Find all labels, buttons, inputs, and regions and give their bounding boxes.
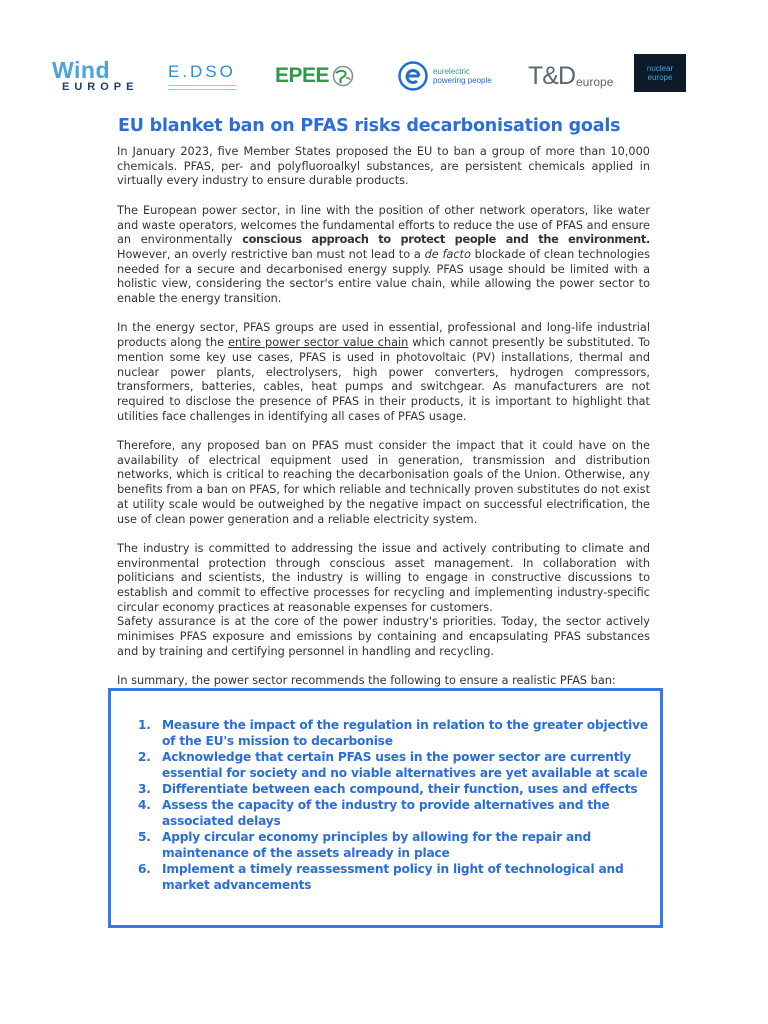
usage-text-c: which cannot presently be substituted. To mention some key use cases, PFAS is used in photovoltaic (PV) installations, thermal and nuclear power plants, electrolysers, high power converters, hydrogen compressors, transformers, batteries, cables, heat pumps and switchgear. As manufacturers are not required to disclose the presence of PFAS in their products, it is important to highlight that utilities face challenges in identifying all cases of PFAS usage. — [117, 336, 650, 423]
td-europe-logo-wordmark: T&D — [528, 62, 575, 90]
eurelectric-e-icon — [398, 61, 428, 91]
intro-paragraph: In January 2023, five Member States proposed the EU to ban a group of more than 10,000 chemicals. PFAS, per- and polyfluoroalkyl substances, are persistent chemicals applied in virtually every industry to ensure durable products. — [117, 145, 650, 188]
value-chain-link[interactable]: entire power sector value chain — [228, 336, 409, 350]
list-item — [138, 717, 653, 749]
position-emphasis: conscious approach to protect people and the environment. — [242, 233, 650, 247]
epee-logo — [275, 52, 367, 100]
epee-logo-wordmark: EPEE — [275, 64, 330, 87]
list-item-number: 1. — [138, 718, 151, 732]
usage-text-a: In the energy sector, PFAS groups are used in essential, professional and long-life industrial products along the — [117, 321, 650, 350]
recommendations-list — [138, 717, 653, 893]
summary-intro-paragraph: In summary, the power sector recommends the following to ensure a realistic PFAS ban: — [117, 674, 616, 688]
eurelectric-logo-tagline: powering people — [433, 76, 492, 85]
position-paragraph — [117, 204, 650, 307]
list-item-text: Acknowledge that certain PFAS uses in the power sector are currently essential for society and no viable alternatives are yet available at scale — [162, 750, 648, 780]
list-item-number: 4. — [138, 798, 151, 812]
list-item-text: Apply circular economy principles by allowing for the repair and maintenance of the assets already in place — [162, 830, 592, 860]
list-item — [138, 861, 653, 893]
td-europe-logo — [528, 52, 612, 100]
list-item-number: 5. — [138, 830, 151, 844]
eurelectric-logo-wordmark: eurelectric — [433, 67, 470, 76]
list-item — [138, 797, 653, 829]
impact-paragraph: Therefore, any proposed ban on PFAS must consider the impact that it could have on the availability of electrical equipment used in generation, transmission and distribution networks, which is critical to reaching the decarbonisation goals of the Union. Otherwise, any benefits from a ban on PFAS, for which reliable and technically proven substitutes do not exist at utility scale would be outweighed by the negative impact on successful electrification, the use of clean power generation and a reliable electricity system. — [117, 439, 650, 526]
edso-logo-wordmark: E.DSO — [168, 62, 236, 81]
list-item-text: Differentiate between each compound, their function, uses and effects — [162, 782, 638, 796]
edso-logo — [168, 52, 240, 100]
list-item-number: 3. — [138, 782, 151, 796]
position-text-e: blockade of clean technologies needed for a secure and decarbonised energy supply. PFAS usage should be limited with a holistic view, considering the sector's entire value chain, while allowing the power sector to enable the energy transition. — [117, 247, 650, 306]
usage-paragraph — [117, 321, 650, 424]
list-item-text: Implement a timely reassessment policy in light of technological and market advancements — [162, 862, 624, 892]
list-item-text: Assess the capacity of the industry to provide alternatives and the associated delays — [162, 798, 610, 828]
position-text-a: The European power sector, in line with the position of other network operators, like water and waste operators, welcomes the fundamental efforts to reduce the use of PFAS and ensure an environmentally — [117, 203, 650, 247]
list-item — [138, 781, 653, 797]
globe-icon — [332, 65, 354, 87]
td-europe-logo-subtitle: europe — [576, 75, 614, 89]
partner-logos-row — [50, 52, 722, 100]
document-body — [117, 145, 650, 689]
safety-paragraph: Safety assurance is at the core of the power industry's priorities. Today, the sector actively minimises PFAS exposure and emissions by containing and encapsulating PFAS substances and by training and certifying personnel in handling and recycling. — [117, 615, 650, 658]
windeurope-logo — [52, 52, 144, 100]
list-item-number: 6. — [138, 862, 151, 876]
list-item — [138, 749, 653, 781]
document-title: EU blanket ban on PFAS risks decarbonisation goals — [118, 116, 621, 136]
nuclear-europe-logo-line1: nuclear — [646, 64, 674, 73]
list-item-text: Measure the impact of the regulation in relation to the greater objective of the EU's mission to decarbonise — [162, 718, 648, 748]
nuclear-europe-logo-line2: europe — [647, 73, 673, 82]
position-text-c: However, an overly restrictive ban must not lead to a — [117, 247, 425, 261]
eurelectric-logo — [398, 52, 506, 100]
position-italic: de facto — [424, 247, 471, 261]
list-item — [138, 829, 653, 861]
commitment-paragraph: The industry is committed to addressing the issue and actively contributing to climate and environmental protection through conscious asset management. In collaboration with politicians and scientists, the industry is willing to engage in constructive discussions to establish and commit to effective processes for recycling and implementing industry-specific circular economy practices at reasonable expenses for customers. — [117, 541, 650, 614]
recommendations-box — [108, 688, 663, 928]
edso-logo-rule — [168, 85, 236, 90]
windeurope-logo-wordmark: Wind — [52, 57, 110, 83]
nuclear-europe-logo — [634, 54, 686, 92]
windeurope-logo-subtitle: EUROPE — [62, 81, 139, 93]
list-item-number: 2. — [138, 750, 151, 764]
